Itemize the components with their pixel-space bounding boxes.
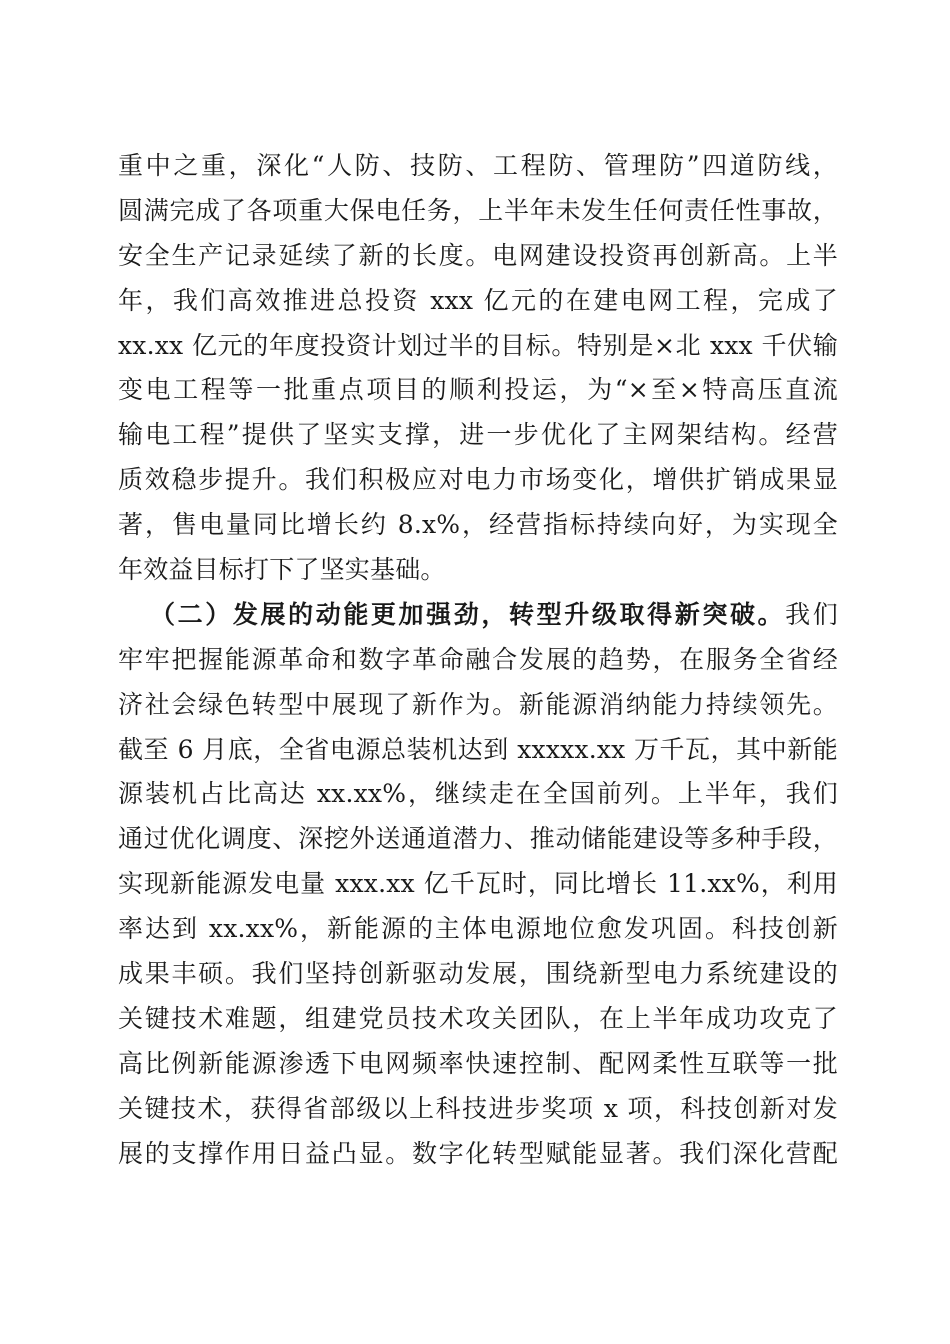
paragraph-line: 截至 6 月底，全省电源总装机达到 xxxxx.xx 万千瓦，其中新能 — [118, 734, 838, 764]
section-heading: （二）发展的动能更加强劲，转型升级取得新突破。 — [150, 599, 786, 629]
paragraph-line: 源装机占比高达 xx.xx%，继续走在全国前列。上半年，我们 — [118, 779, 838, 809]
paragraph-line: 年效益目标打下了坚实基础。 — [118, 555, 446, 585]
paragraph-1 — [118, 144, 838, 593]
body-text — [118, 144, 838, 1176]
paragraph-line: 质效稳步提升。我们积极应对电力市场变化，增供扩销成果显 — [118, 465, 838, 495]
paragraph-line: 实现新能源发电量 xxx.xx 亿千瓦时，同比增长 11.xx%，利用 — [118, 869, 838, 899]
paragraph-line: 通过优化调度、深挖外送通道潜力、推动储能建设等多种手段， — [118, 824, 838, 854]
paragraph-2 — [118, 593, 838, 1177]
paragraph-line: 安全生产记录延续了新的长度。电网建设投资再创新高。上半 — [118, 240, 838, 270]
paragraph-line: 牢牢把握能源革命和数字革命融合发展的趋势，在服务全省经 — [118, 644, 838, 674]
paragraph-line: 年，我们高效推进总投资 xxx 亿元的在建电网工程，完成了 — [118, 285, 838, 315]
paragraph-first-line — [118, 593, 838, 638]
paragraph-line: 济社会绿色转型中展现了新作为。新能源消纳能力持续领先。 — [118, 689, 838, 719]
paragraph-line: 著，售电量同比增长约 8.x%，经营指标持续向好，为实现全 — [118, 510, 838, 540]
paragraph-line: 关键技术难题，组建党员技术攻关团队，在上半年成功攻克了 — [118, 1003, 838, 1033]
paragraph-line: 展的支撑作用日益凸显。数字化转型赋能显著。我们深化营配 — [118, 1138, 838, 1168]
paragraph-line: 变电工程等一批重点项目的顺利投运，为“×至×特高压直流 — [118, 375, 838, 405]
paragraph-line: 高比例新能源渗透下电网频率快速控制、配网柔性互联等一批 — [118, 1048, 838, 1078]
paragraph-line: 成果丰硕。我们坚持创新驱动发展，围绕新型电力系统建设的 — [118, 959, 838, 989]
paragraph-line: 重中之重，深化“人防、技防、工程防、管理防”四道防线， — [118, 151, 838, 180]
paragraph-line: 圆满完成了各项重大保电任务，上半年未发生任何责任性事故， — [118, 195, 838, 225]
paragraph-line-rest: 我们 — [785, 599, 838, 629]
paragraph-line: 输电工程”提供了坚实支撑，进一步优化了主网架结构。经营 — [118, 420, 838, 450]
paragraph-line: xx.xx 亿元的年度投资计划过半的目标。特别是×北 xxx 千伏输 — [118, 330, 838, 360]
paragraph-line: 关键技术，获得省部级以上科技进步奖项 x 项，科技创新对发 — [118, 1093, 838, 1123]
paragraph-line: 率达到 xx.xx%，新能源的主体电源地位愈发巩固。科技创新 — [118, 914, 838, 944]
